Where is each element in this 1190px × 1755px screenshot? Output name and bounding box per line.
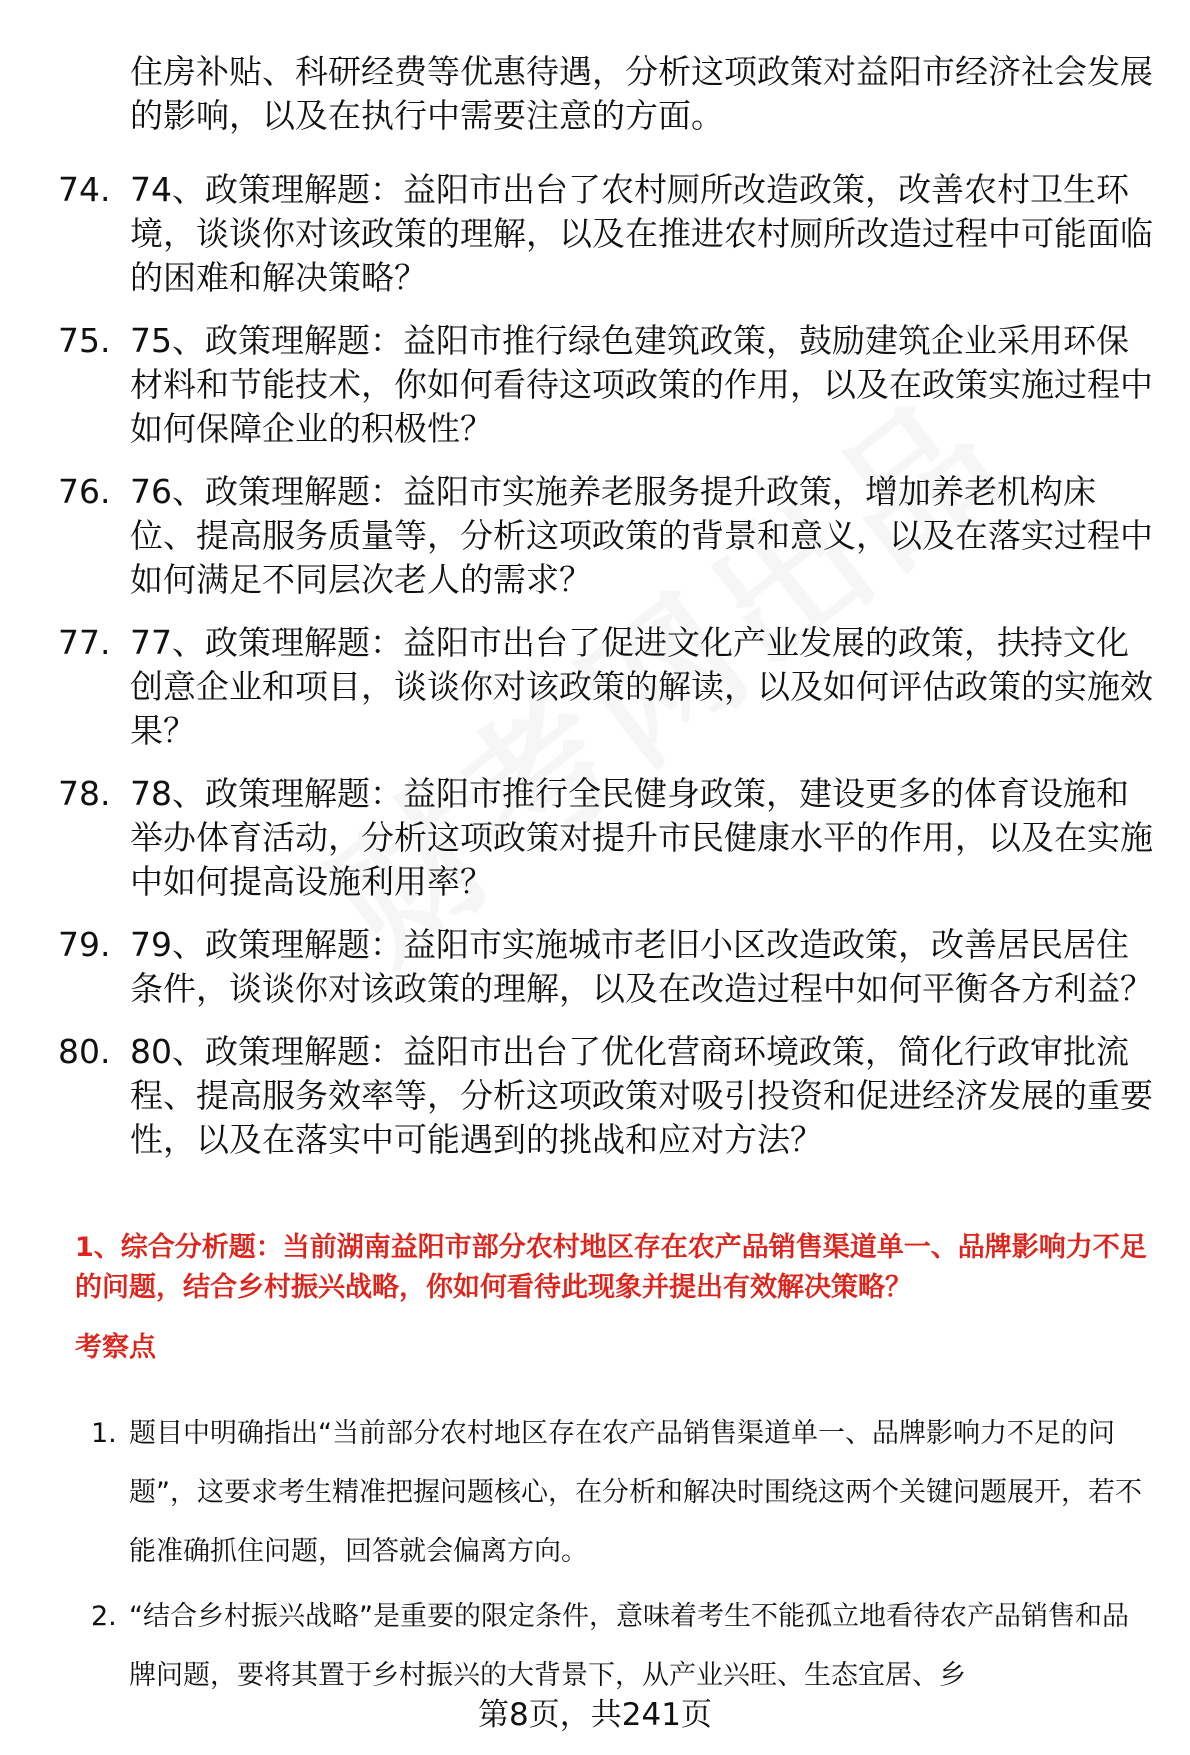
question-text: 80、政策理解题：益阳市出台了优化营商环境政策，简化行政审批流程、提高服务效率等，分析这项政策对吸引投资和促进经济发展的重要性，以及在落实中可能遇到的挑战和应对方法？ xyxy=(130,1032,1153,1159)
question-text: 75、政策理解题：益阳市推行绿色建筑政策，鼓励建筑企业采用环保材料和节能技术，你如何看待这项政策的作用，以及在政策实施过程中如何保障企业的积极性？ xyxy=(130,321,1153,448)
question-text: 78、政策理解题：益阳市推行全民健身政策，建设更多的体育设施和举办体育活动，分析这项政策对提升市民健康水平的作用，以及在实施中如何提高设施利用率？ xyxy=(130,774,1153,901)
page-footer: 第8页，共241页 xyxy=(478,1697,712,1733)
question-text: 79、政策理解题：益阳市实施城市老旧小区改造政策，改善居民居住条件，谈谈你对该政策的理解，以及在改造过程中如何平衡各方利益？ xyxy=(130,925,1153,1008)
point-number: 1. xyxy=(91,1418,117,1449)
point-number: 2. xyxy=(91,1601,117,1632)
question-number: 79. xyxy=(58,925,111,964)
list-item xyxy=(0,1030,1160,1162)
exam-points-list xyxy=(75,1404,1155,1705)
list-item xyxy=(0,772,1160,904)
list-item xyxy=(75,1587,1153,1705)
question-number: 75. xyxy=(58,321,111,360)
list-item xyxy=(0,923,1160,1011)
question-continuation: 住房补贴、科研经费等优惠待遇，分析这项政策对益阳市经济社会发展的影响，以及在执行中需要注意的方面。 xyxy=(130,52,1153,135)
question-number: 76. xyxy=(58,472,111,511)
list-item xyxy=(0,319,1160,451)
question-number: 80. xyxy=(58,1032,111,1071)
question-text: 77、政策理解题：益阳市出台了促进文化产业发展的政策，扶持文化创意企业和项目，谈谈你对该政策的解读，以及如何评估政策的实施效果？ xyxy=(130,623,1153,750)
point-text: 题目中明确指出“当前部分农村地区存在农产品销售渠道单一、品牌影响力不足的问题”，这要求考生精准把握问题核心，在分析和解决时围绕这两个关键问题展开，若不能准确抓住问题，回答就会偏离方向。 xyxy=(129,1418,1142,1567)
question-list xyxy=(0,168,1190,1181)
question-number: 78. xyxy=(58,774,111,813)
question-text: 74、政策理解题：益阳市出台了农村厕所改造政策，改善农村卫生环境，谈谈你对该政策的理解，以及在推进农村厕所改造过程中可能面临的困难和解决策略？ xyxy=(130,170,1153,297)
question-text: 76、政策理解题：益阳市实施养老服务提升政策，增加养老机构床位、提高服务质量等，分析这项政策的背景和意义，以及在落实过程中如何满足不同层次老人的需求？ xyxy=(130,472,1153,599)
analysis-section xyxy=(75,1228,1155,1711)
list-item xyxy=(0,168,1160,300)
list-item xyxy=(0,470,1160,602)
point-text: “结合乡村振兴战略”是重要的限定条件，意味着考生不能孤立地看待农产品销售和品牌问题，要将其置于乡村振兴的大背景下，从产业兴旺、生态宜居、乡 xyxy=(129,1601,1129,1691)
list-item xyxy=(75,1404,1153,1581)
question-number: 74. xyxy=(58,170,111,209)
question-number: 77. xyxy=(58,623,111,662)
list-item xyxy=(0,621,1160,753)
analysis-title: 1、综合分析题：当前湖南益阳市部分农村地区存在农产品销售渠道单一、品牌影响力不足的问题，结合乡村振兴战略，你如何看待此现象并提出有效解决策略？ xyxy=(75,1232,1147,1303)
exam-points-label: 考察点 xyxy=(75,1332,156,1363)
